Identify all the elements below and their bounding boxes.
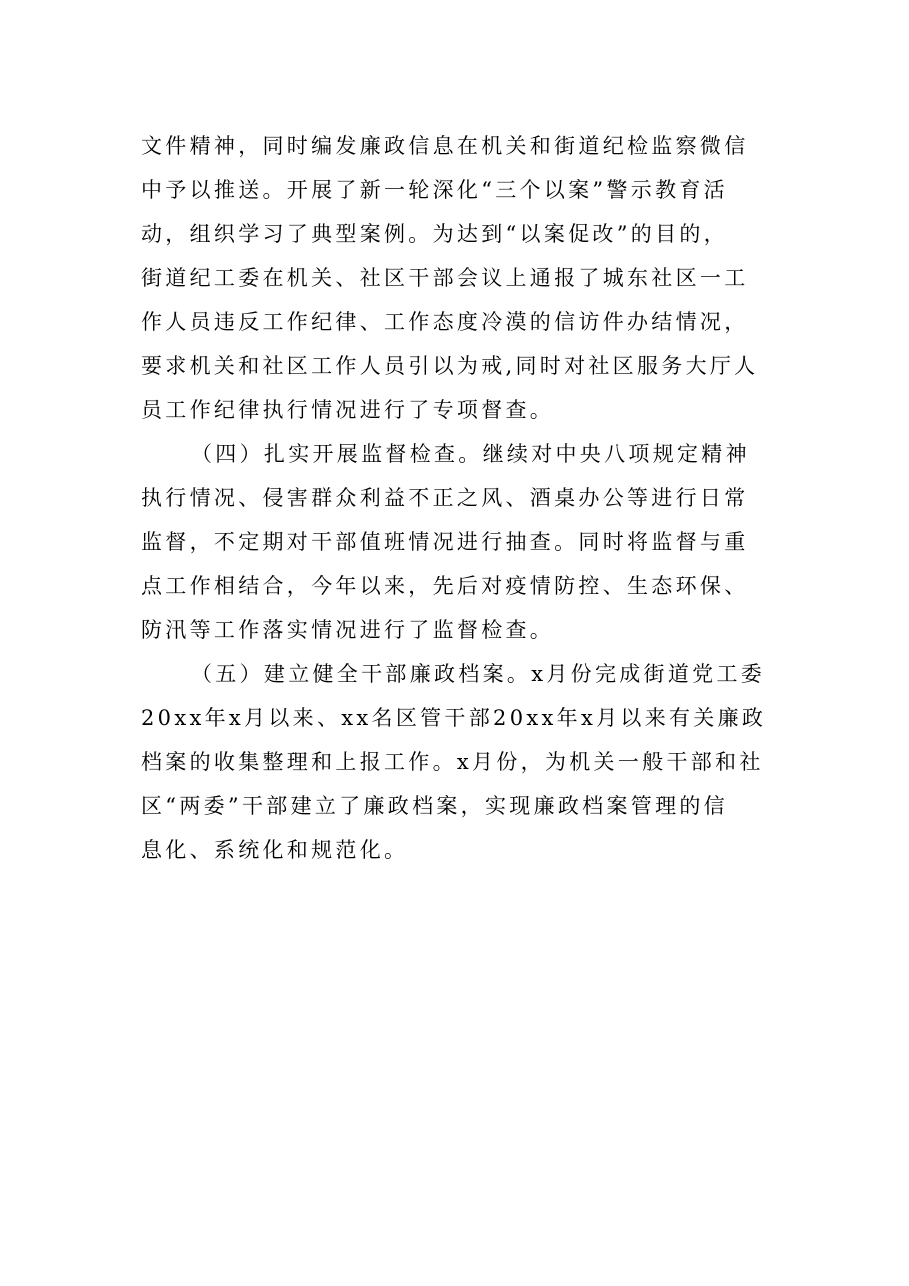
text-line: 区“两委”干部建立了廉政档案，实现廉政档案管理的信 [141,794,728,818]
text-line: 要求机关和社区工作人员引以为戒,同时对社区服务大厅人 [141,354,759,378]
text-line: 作人员违反工作纪律、工作态度冷漠的信访件办结情况， [141,310,749,334]
text-line: 中予以推送。开展了新一轮深化“三个以案”警示教育活 [141,178,728,202]
text-line: 员工作纪律执行情况进行了专项督查。 [141,398,555,422]
text-line: 文件精神，同时编发廉政信息在机关和街道纪检监察微信 [141,134,749,158]
text-line: 动，组织学习了典型案例。为达到“以案促改”的目的， [141,222,728,246]
text-line: 监督，不定期对干部值班情况进行抽查。同时将监督与重 [141,530,749,554]
text-line: 息化、系统化和规范化。 [141,838,409,862]
text-line: 执行情况、侵害群众利益不正之风、酒桌办公等进行日常 [141,486,749,510]
text-line: 防汛等工作落实情况进行了监督检查。 [141,618,555,642]
paragraph-four-heading-line: （四）扎实开展监督检查。继续对中央八项规定精神 [191,442,750,466]
text-line: 街道纪工委在机关、社区干部会议上通报了城东社区一工 [141,266,749,290]
text-line: 档案的收集整理和上报工作。x月份，为机关一般干部和社 [141,750,764,774]
body-text [141,124,781,872]
text-line: 20xx年x月以来、xx名区管干部20xx年x月以来有关廉政 [141,706,767,730]
text-line: 点工作相结合，今年以来，先后对疫情防控、生态环保、 [141,574,749,598]
paragraph-five-heading-line: （五）建立健全干部廉政档案。x月份完成街道党工委 [191,662,766,686]
